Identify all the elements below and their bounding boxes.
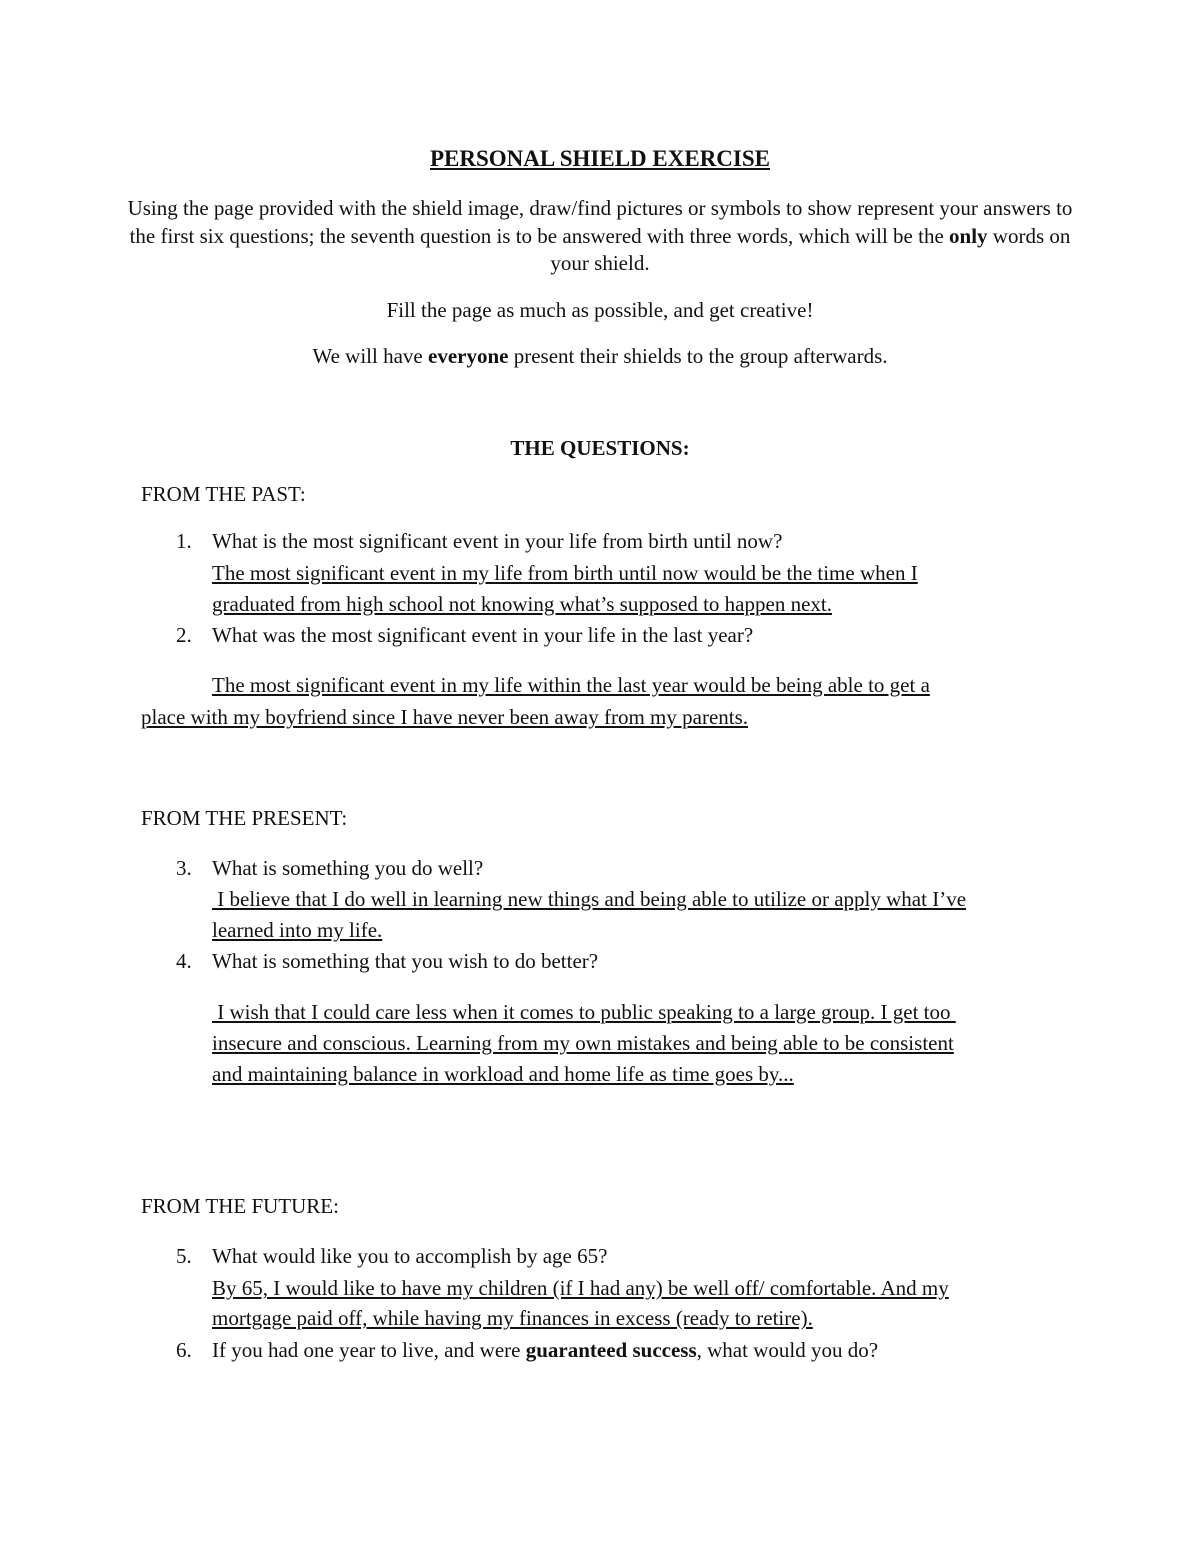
answer-line: By 65, I would like to have my children (if I had any) be well off/ comfortable. And my bbox=[212, 1276, 949, 1300]
intro-emphasis-only: only bbox=[949, 223, 988, 248]
question-number: 3. bbox=[176, 856, 192, 880]
question-number: 6. bbox=[176, 1338, 192, 1362]
section-heading-future: FROM THE FUTURE: bbox=[141, 1194, 339, 1218]
question-number: 5. bbox=[176, 1244, 192, 1268]
intro-text: words on your shield. bbox=[550, 223, 1071, 275]
question-text-part: If you had one year to live, and were bbox=[212, 1338, 526, 1362]
question-text: What is something that you wish to do better? bbox=[212, 949, 599, 973]
answer-line: mortgage paid off, while having my finances in excess (ready to retire). bbox=[212, 1306, 813, 1330]
question-emphasis-guaranteed-success: guaranteed success bbox=[525, 1338, 697, 1362]
intro-text: present their shields to the group afterwards. bbox=[508, 343, 888, 368]
answer-line: and maintaining balance in workload and home life as time goes by... bbox=[212, 1062, 794, 1086]
question-text: What was the most significant event in your life in the last year? bbox=[212, 623, 754, 647]
question-number: 1. bbox=[176, 529, 192, 553]
answer-line: The most significant event in my life from birth until now would be the time when I bbox=[212, 561, 918, 585]
question-number: 4. bbox=[176, 949, 192, 973]
intro-text: We will have bbox=[312, 343, 428, 368]
intro-text: Using the page provided with the shield image, draw/find pictures or symbols to show represent your answers to the first six questions; the seventh question is to be answered with three words, which will be the bbox=[127, 196, 1073, 248]
answer-line: place with my boyfriend since I have never been away from my parents. bbox=[141, 705, 749, 729]
section-heading-present: FROM THE PRESENT: bbox=[141, 806, 348, 830]
answer-line: The most significant event in my life within the last year would be being able to get a bbox=[212, 673, 930, 697]
intro-block bbox=[120, 195, 1080, 370]
question-number: 2. bbox=[176, 623, 192, 647]
document-title: PERSONAL SHIELD EXERCISE bbox=[430, 146, 770, 171]
answer-line: learned into my life. bbox=[212, 918, 383, 942]
answer-line: graduated from high school not knowing what’s supposed to happen next. bbox=[212, 592, 832, 616]
intro-emphasis-everyone: everyone bbox=[428, 343, 509, 368]
answer-line: I believe that I do well in learning new things and being able to utilize or apply what I’ve bbox=[212, 887, 967, 911]
section-heading-past: FROM THE PAST: bbox=[141, 482, 306, 506]
questions-heading: THE QUESTIONS: bbox=[510, 436, 690, 460]
question-text: What is the most significant event in your life from birth until now? bbox=[212, 529, 783, 553]
question-text bbox=[212, 1337, 878, 1364]
answer-line: I wish that I could care less when it comes to public speaking to a large group. I get too bbox=[212, 1000, 956, 1024]
answer-line: insecure and conscious. Learning from my own mistakes and being able to be consistent bbox=[212, 1031, 954, 1055]
question-text-part: , what would you do? bbox=[696, 1338, 879, 1362]
intro-paragraph-instructions bbox=[120, 195, 1080, 278]
intro-paragraph-present bbox=[120, 343, 1080, 370]
question-text: What is something you do well? bbox=[212, 856, 484, 880]
intro-paragraph-fill: Fill the page as much as possible, and get creative! bbox=[386, 297, 814, 322]
question-text: What would like you to accomplish by age 65? bbox=[212, 1244, 608, 1268]
